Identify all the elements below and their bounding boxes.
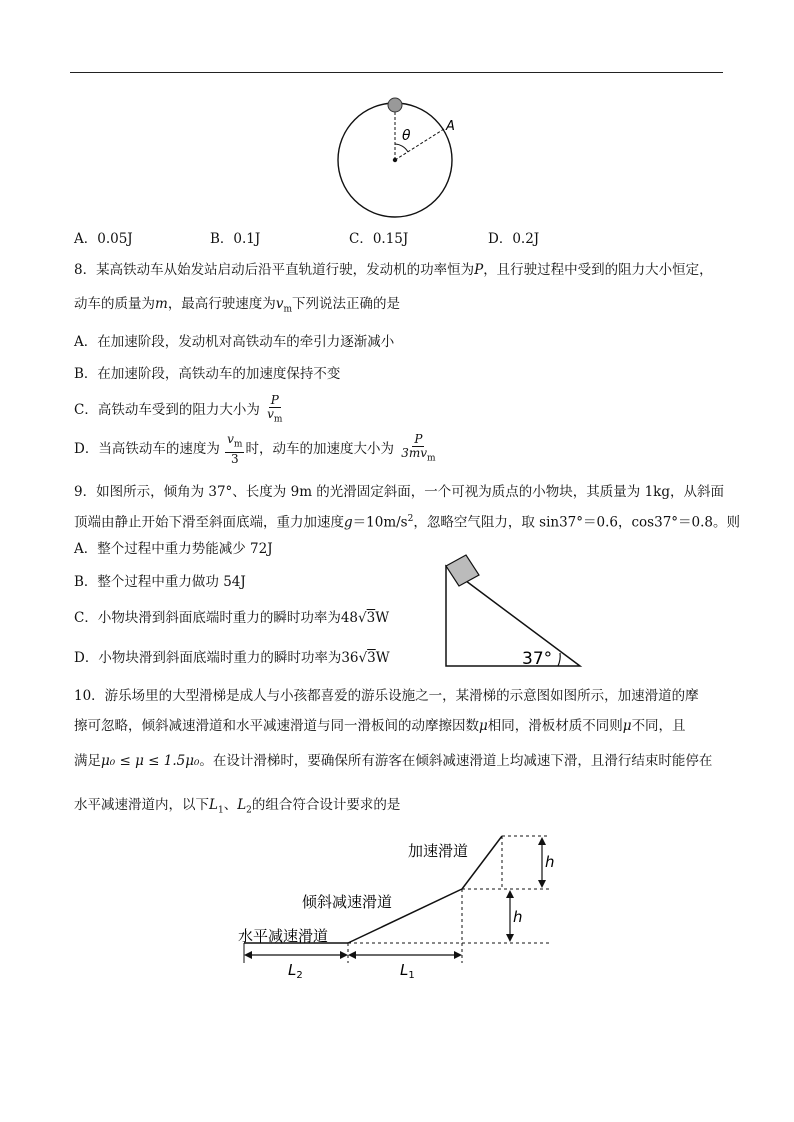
q9-stem-line1: 9．如图所示，倾角为 37°、长度为 9m 的光滑固定斜面，一个可视为质点的小物块，其质量为 1kg，从斜面 [74,484,724,500]
q10-stem-line4: 水平减速滑道内，以下$L_1$、$L_2$的组合符合设计要求的是 [74,797,401,816]
q9-option-d: D．小物块滑到斜面底端时重力的瞬时功率为36√3W [74,650,390,666]
q7-option-a: A．0.05J [74,231,133,247]
q8-option-b: B．在加速阶段，高铁动车的加速度保持不变 [74,366,341,382]
slide-figure [230,825,560,985]
q7-option-b: B．0.1J [210,231,261,247]
angle-arc [558,653,560,666]
L1-label: $L_1$ [400,961,415,981]
q9-option-b: B．整个过程中重力做功 54J [74,574,246,590]
point-A-label: A [446,119,455,134]
h-label-top: h [545,853,555,871]
q7-option-d: D．0.2J [488,231,540,247]
q10-stem-line1: 10．游乐场里的大型滑梯是成人与小孩都喜爱的游乐设施之一，某滑梯的示意图如图所示，加速滑道的摩 [74,688,699,704]
q10-stem-line3: 满足μ₀ ≤ μ ≤ 1.5μ₀。在设计滑梯时，要确保所有游客在倾斜减速滑道上均减速下滑，且滑行结束时能停在 [74,753,713,769]
q8-stem-line1: 8．某高铁动车从始发站启动后沿平直轨道行驶，发动机的功率恒为P，且行驶过程中受到的阻力大小恒定， [74,262,713,278]
q8-option-a: A．在加速阶段，发动机对高铁动车的牵引力逐渐减小 [74,334,395,350]
ball [388,98,402,112]
q9-stem-line2: 顶端由静止开始下滑至斜面底端，重力加速度$g=10m/s^2$，忽略空气阻力，取 sin37°＝0.6，cos37°＝0.8。则 [74,514,741,531]
center-dot [393,158,397,162]
q8-option-c: C．高铁动车受到的阻力大小为 $\frac{P}{v_m}$ [74,393,283,425]
angle-label: 37° [522,649,553,669]
q9-option-c: C．小物块滑到斜面底端时重力的瞬时功率为48√3W [74,610,390,626]
h-label-bottom: h [513,908,523,926]
sliding-block [446,555,479,586]
fraction-P-over-3mvm: $\frac{P}{3mv_m}$ [401,432,436,464]
fraction-vm-over-3: $\frac{v_m}{3}$ [227,432,243,466]
accel-slide-label: 加速滑道 [408,842,469,860]
horizontal-slide-label: 水平减速滑道 [238,927,329,945]
q8-stem-line2: 动车的质量为m，最高行驶速度为$v_m$下列说法正确的是 [74,296,400,315]
fraction-P-over-vm: $\frac{P}{v_m}$ [267,393,283,425]
circle-figure [330,92,470,227]
header-rule [70,72,723,73]
L2-label: $L_2$ [288,961,303,981]
theta-label: θ [402,128,411,144]
incline-figure [440,548,590,672]
q10-stem-line2: 擦可忽略，倾斜减速滑道和水平减速滑道与同一滑板间的动摩擦因数μ相同，滑板材质不同则μ不同，且 [74,718,686,734]
q7-option-c: C．0.15J [349,231,409,247]
incline-slide-label: 倾斜减速滑道 [302,893,393,911]
theta-arc [395,144,408,152]
q9-option-a: A．整个过程中重力势能减少 72J [74,541,273,557]
q8-option-d: D．当高铁动车的速度为 $\frac{v_m}{3}$ 时，动车的加速度大小为 $\frac{P}{3mv_m}$ [74,432,436,466]
